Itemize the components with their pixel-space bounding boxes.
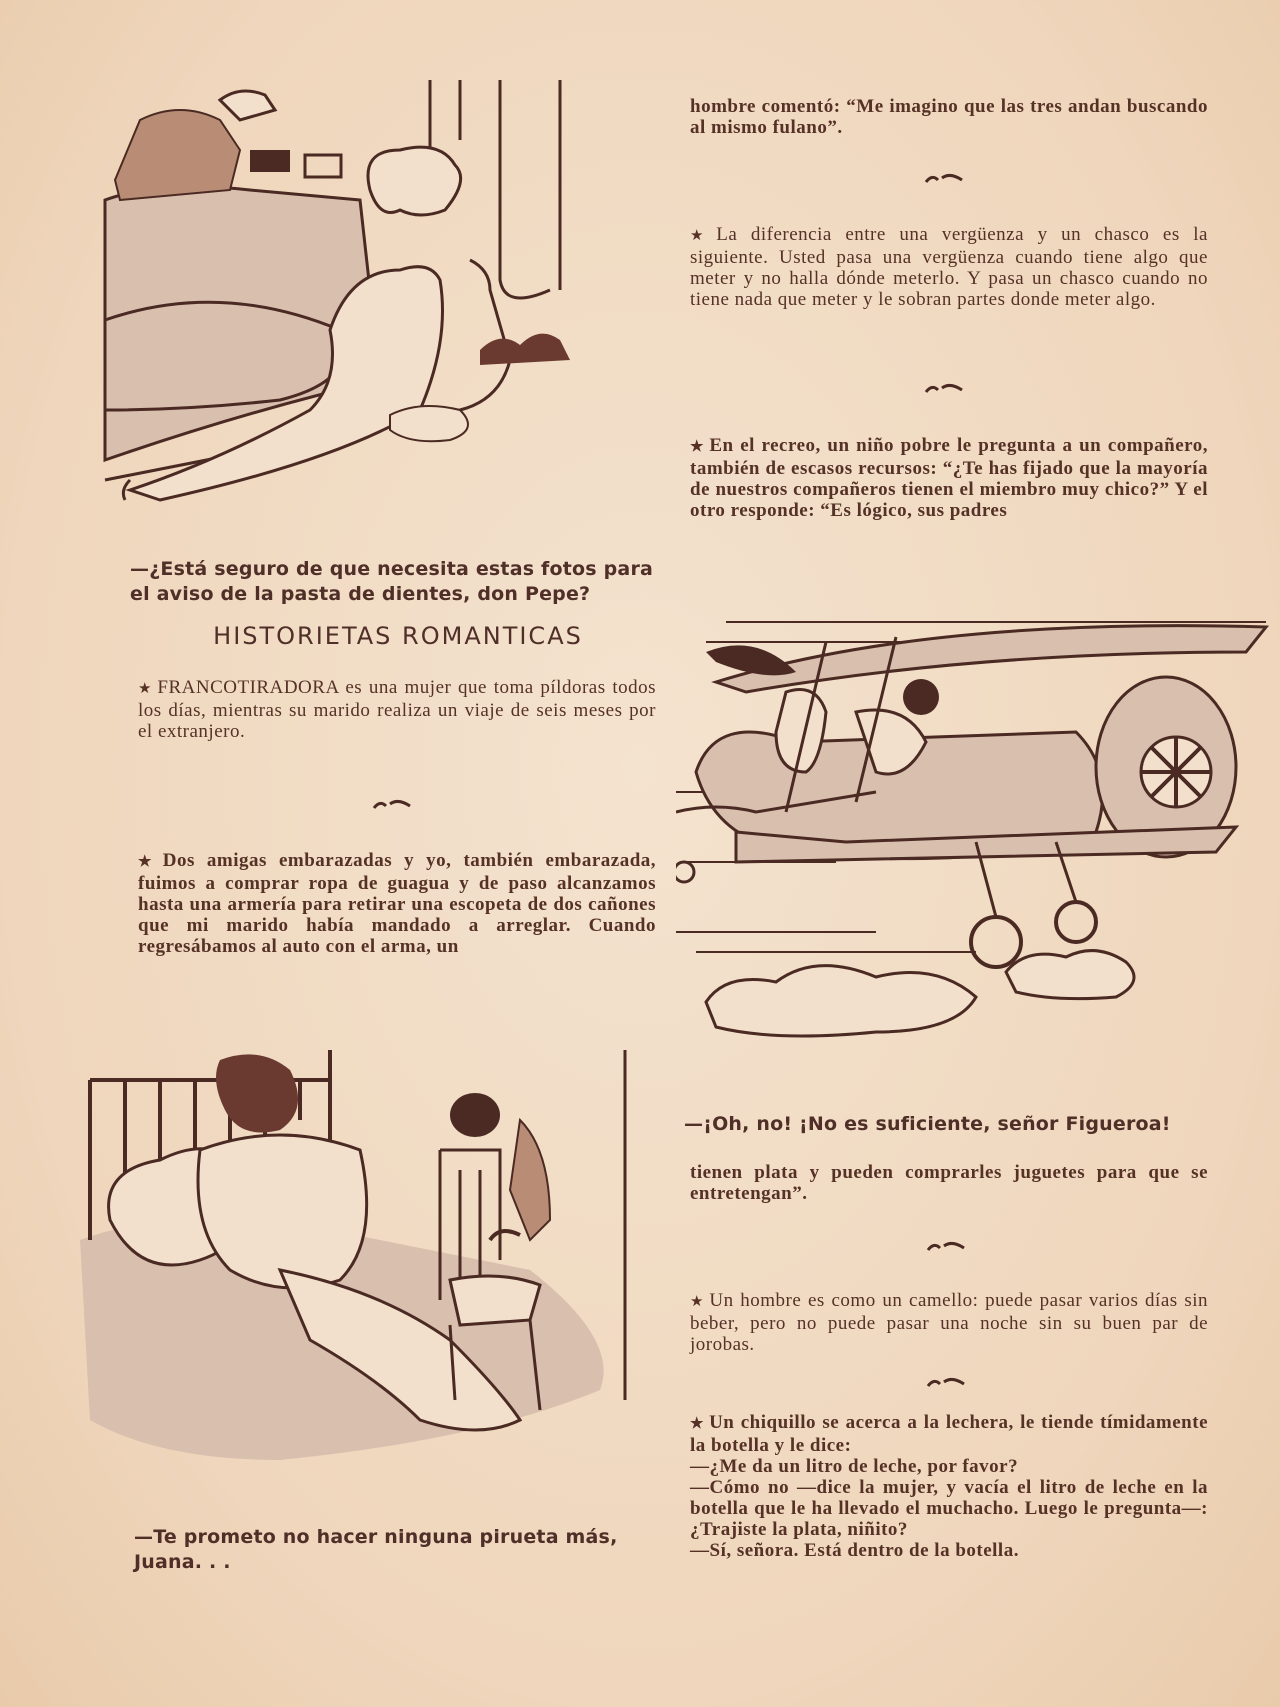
caption-bed: —Te prometo no hacer ninguna pirueta más, Juana. . . (134, 1526, 618, 1573)
joke-embarazadas-cont: hombre comentó: “Me imagino que las tres andan buscando al mismo fulano”. (690, 96, 1208, 138)
separator-ornament-icon (926, 1376, 966, 1390)
caption-photographer: —¿Está seguro de que necesita estas fotos para el aviso de la pasta de dientes, don Pepe? (130, 558, 654, 605)
star-bullet-icon: ★ (138, 854, 159, 870)
star-bullet-icon: ★ (138, 681, 154, 697)
joke-francotiradora: ★ FRANCOTIRADORA es una mujer que toma píldoras todos los días, mientras su marido realiza un viaje de seis meses por el extranjero. (138, 677, 657, 742)
joke-recreo-cont: tienen plata y pueden comprarles juguetes para que se entretengan”. (690, 1162, 1208, 1204)
star-bullet-icon: ★ (690, 1416, 706, 1432)
star-bullet-icon: ★ (690, 228, 713, 244)
separator-ornament-icon (372, 798, 412, 812)
joke-camello: ★ Un hombre es como un camello: puede pasar varios días sin beber, pero no puede pasar una noche sin su buen par de jorobas. (690, 1290, 1208, 1355)
section-title: HISTORIETAS ROMANTICAS (213, 622, 583, 650)
separator-ornament-icon (926, 1240, 966, 1254)
joke-lechera-line: —Sí, señora. Está dentro de la botella. (690, 1540, 1019, 1561)
cartoon-plane (676, 612, 1276, 1082)
separator-ornament-icon (924, 172, 964, 186)
joke-lechera-line: —Cómo no —dice la mujer, y vacía el litro de leche en la botella que le ha llevado el muchacho. Luego le pregunta—: ¿Trajiste la plata, niñito? (690, 1477, 1208, 1540)
star-bullet-icon: ★ (690, 439, 706, 455)
joke-lechera-line: ★ Un chiquillo se acerca a la lechera, le tiende tímidamente la botella y le dice: (690, 1412, 1208, 1456)
joke-lechera-line: —¿Me da un litro de leche, por favor? (690, 1456, 1019, 1477)
star-bullet-icon: ★ (690, 1294, 706, 1310)
caption-plane: —¡Oh, no! ¡No es suficiente, señor Figueroa! (684, 1113, 1171, 1135)
joke-verguenza: ★ La diferencia entre una vergüenza y un chasco es la siguiente. Usted pasa una vergüenza cuando tiene algo que meter y no halla dónde meterlo. Y pasa un chasco cuando no tiene nada que meter y le sobran partes donde meter algo. (690, 224, 1208, 310)
joke-embarazadas: ★ Dos amigas embarazadas y yo, también embarazada, fuimos a comprar ropa de guagua y de paso alcanzamos hasta una armería para retirar una escopeta de dos cañones que mi marido había mandado a arreglar. Cuando regresábamos al auto con el arma, un (138, 850, 657, 957)
separator-ornament-icon (924, 382, 964, 396)
joke-recreo: ★ En el recreo, un niño pobre le pregunta a un compañero, también de escasos recursos: “¿Te has fijado que la mayoría de nuestros compañeros tienen el miembro muy chico?” Y el otro responde: “Es lógico, sus padres (690, 435, 1208, 521)
cartoon-photographer (100, 80, 660, 550)
cartoon-bed (80, 1040, 660, 1490)
joke-lechera (690, 1412, 1208, 1561)
